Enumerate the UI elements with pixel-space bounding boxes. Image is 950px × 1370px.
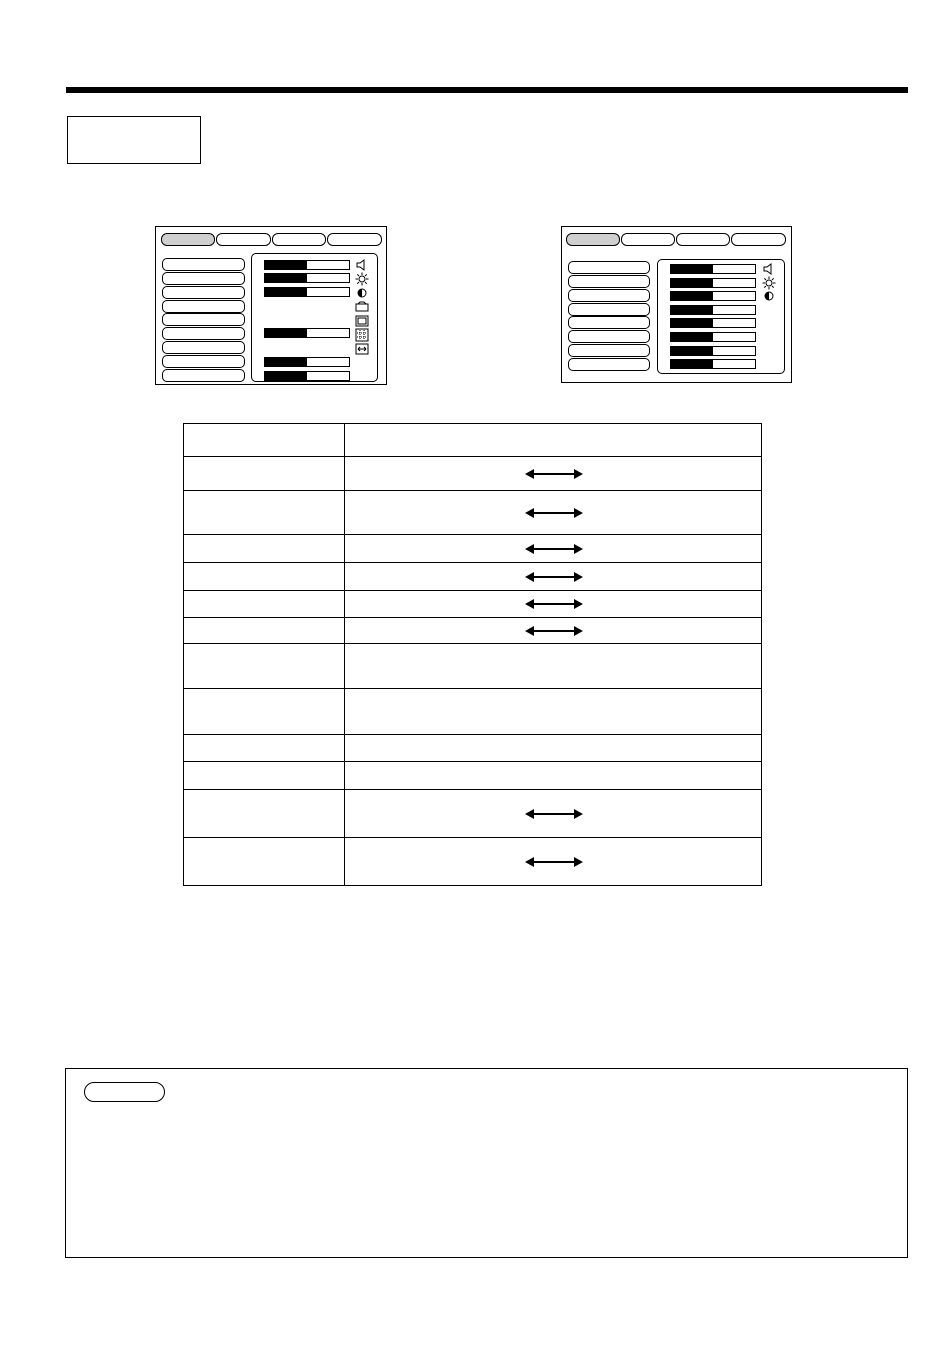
table-cell [184, 491, 345, 535]
adjust-slider[interactable] [670, 332, 756, 342]
sun-icon [355, 272, 369, 286]
table-cell [345, 457, 762, 491]
menu-item[interactable] [568, 330, 650, 343]
slider-fill [671, 333, 713, 341]
table-cell [184, 790, 345, 838]
table-cell [184, 644, 345, 689]
table-cell [345, 618, 762, 644]
table-cell [184, 424, 345, 457]
slider-fill [265, 372, 307, 380]
slider-fill [671, 265, 713, 273]
screen-icon [355, 300, 369, 314]
table-row [184, 535, 762, 563]
slider-fill [671, 360, 713, 368]
adjust-panel [251, 253, 378, 382]
speaker-icon [762, 262, 776, 276]
volume-slider[interactable] [264, 260, 350, 270]
slider-fill [671, 306, 713, 314]
slider-fill [265, 261, 307, 269]
menu-item[interactable] [162, 286, 245, 299]
table-cell [345, 424, 762, 457]
slider-fill [671, 292, 713, 300]
menu-item[interactable] [568, 289, 650, 302]
speaker-icon [355, 258, 369, 272]
table-cell [184, 838, 345, 886]
table-row [184, 491, 762, 535]
table-row [184, 563, 762, 591]
menu-item[interactable] [162, 300, 245, 313]
menu-item[interactable] [162, 341, 245, 354]
menu-item[interactable] [568, 358, 650, 371]
table-cell [184, 689, 345, 735]
menu-item[interactable] [568, 275, 650, 288]
adjust-slider[interactable] [670, 318, 756, 328]
table-cell [184, 563, 345, 591]
menu-tab-4[interactable] [327, 233, 382, 246]
menu-item[interactable] [568, 316, 650, 329]
adjust-slider[interactable] [670, 346, 756, 356]
section-label-box [67, 116, 201, 164]
horizontal-size-icon [355, 342, 369, 356]
table-cell [184, 618, 345, 644]
menu-tab-2[interactable] [216, 233, 271, 246]
table-cell [345, 762, 762, 790]
table-cell [345, 644, 762, 689]
table-cell [184, 457, 345, 491]
adjust-slider[interactable] [670, 305, 756, 315]
window-icon [355, 314, 369, 328]
slider-fill [671, 319, 713, 327]
table-cell [345, 591, 762, 618]
menu-tab-1[interactable] [161, 233, 215, 246]
table-row [184, 457, 762, 491]
menu-item[interactable] [162, 355, 245, 368]
table-cell [345, 790, 762, 838]
volume-slider[interactable] [670, 264, 756, 274]
menu-screen-left [155, 226, 387, 385]
table-cell [184, 535, 345, 563]
menu-item[interactable] [162, 272, 245, 285]
double-arrow-icon [525, 598, 583, 610]
adjust-panel [657, 259, 785, 374]
menu-item[interactable] [162, 313, 245, 326]
table-cell [345, 838, 762, 886]
contrast-icon [762, 289, 776, 303]
double-arrow-icon [525, 571, 583, 583]
slider-fill [671, 347, 713, 355]
table-header-row [184, 424, 762, 457]
table-row [184, 618, 762, 644]
menu-screen-right [561, 226, 792, 383]
menu-tab-1[interactable] [566, 233, 620, 246]
table-cell [184, 762, 345, 790]
table-row [184, 735, 762, 762]
note-box [65, 1068, 908, 1258]
header-rule [66, 87, 908, 93]
table-cell [345, 563, 762, 591]
slider-fill [671, 279, 713, 287]
adjust-slider[interactable] [670, 359, 756, 369]
table-row [184, 644, 762, 689]
adjust-slider[interactable] [264, 357, 350, 367]
brightness-slider[interactable] [670, 278, 756, 288]
double-arrow-icon [525, 507, 583, 519]
table-row [184, 591, 762, 618]
contrast-slider[interactable] [264, 287, 350, 297]
sun-icon [762, 276, 776, 290]
table-cell [345, 735, 762, 762]
adjustment-table [183, 423, 762, 886]
slider-fill [265, 329, 307, 337]
double-arrow-icon [525, 468, 583, 480]
table-row [184, 762, 762, 790]
menu-item[interactable] [162, 327, 245, 340]
table-row [184, 838, 762, 886]
note-label-pill [84, 1082, 165, 1102]
brightness-slider[interactable] [264, 273, 350, 283]
table-cell [184, 735, 345, 762]
contrast-icon [355, 286, 369, 300]
menu-tab-3[interactable] [272, 233, 326, 246]
table-row [184, 790, 762, 838]
menu-item[interactable] [568, 344, 650, 357]
contrast-slider[interactable] [670, 291, 756, 301]
double-arrow-icon [525, 625, 583, 637]
double-arrow-icon [525, 856, 583, 868]
menu-item[interactable] [568, 261, 650, 274]
adjust-slider[interactable] [264, 328, 350, 338]
menu-tab-4[interactable] [731, 233, 786, 246]
grid-icon [355, 328, 369, 342]
adjust-slider[interactable] [264, 371, 350, 381]
menu-item[interactable] [162, 369, 245, 382]
table-cell [345, 535, 762, 563]
double-arrow-icon [525, 808, 583, 820]
menu-tab-3[interactable] [676, 233, 730, 246]
menu-item[interactable] [162, 258, 245, 271]
table-cell [345, 491, 762, 535]
table-cell [184, 591, 345, 618]
double-arrow-icon [525, 543, 583, 555]
slider-fill [265, 274, 307, 282]
table-cell [345, 689, 762, 735]
slider-fill [265, 358, 307, 366]
menu-tab-2[interactable] [621, 233, 675, 246]
table-row [184, 689, 762, 735]
menu-item[interactable] [568, 303, 650, 316]
slider-fill [265, 288, 307, 296]
